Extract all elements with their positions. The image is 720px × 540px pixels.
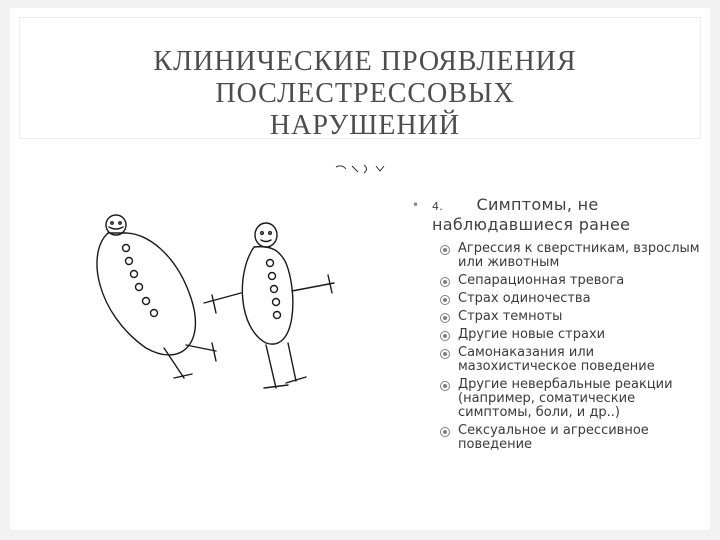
bullet-icon <box>440 331 450 341</box>
bullet-icon <box>440 277 450 287</box>
bullet-icon <box>440 427 450 437</box>
symptom-list <box>410 242 710 452</box>
bullet-icon <box>440 313 450 323</box>
section-heading-text: Симптомы, не наблюдавшиеся ранее <box>432 195 631 234</box>
bullet-icon: • <box>412 198 420 212</box>
list-item: Самонаказания или мазохистическое поведение <box>438 346 710 374</box>
list-item: Другие новые страхи <box>438 328 710 342</box>
title-band <box>20 18 700 141</box>
bullet-icon <box>440 245 450 255</box>
symptoms-block <box>410 196 710 456</box>
bullet-icon <box>440 381 450 391</box>
section-heading <box>410 196 710 234</box>
list-item: Другие невербальные реакции (например, соматические симптомы, боли, и др..) <box>438 378 710 420</box>
child-drawing-illustration <box>16 163 416 518</box>
section-number: 4. <box>432 200 444 213</box>
list-item: Сексуальное и агрессивное поведение <box>438 424 710 452</box>
slide <box>10 8 710 530</box>
slide-title: КЛИНИЧЕСКИЕ ПРОЯВЛЕНИЯ ПОСЛЕСТРЕССОВЫХ НАРУШЕНИЙ <box>153 46 577 141</box>
bullet-icon <box>440 295 450 305</box>
list-item: Страх темноты <box>438 310 710 324</box>
list-item: Страх одиночества <box>438 292 710 306</box>
bullet-icon <box>440 349 450 359</box>
list-item: Сепарационная тревога <box>438 274 710 288</box>
list-item: Агрессия к сверстникам, взрослым или животным <box>438 242 710 270</box>
